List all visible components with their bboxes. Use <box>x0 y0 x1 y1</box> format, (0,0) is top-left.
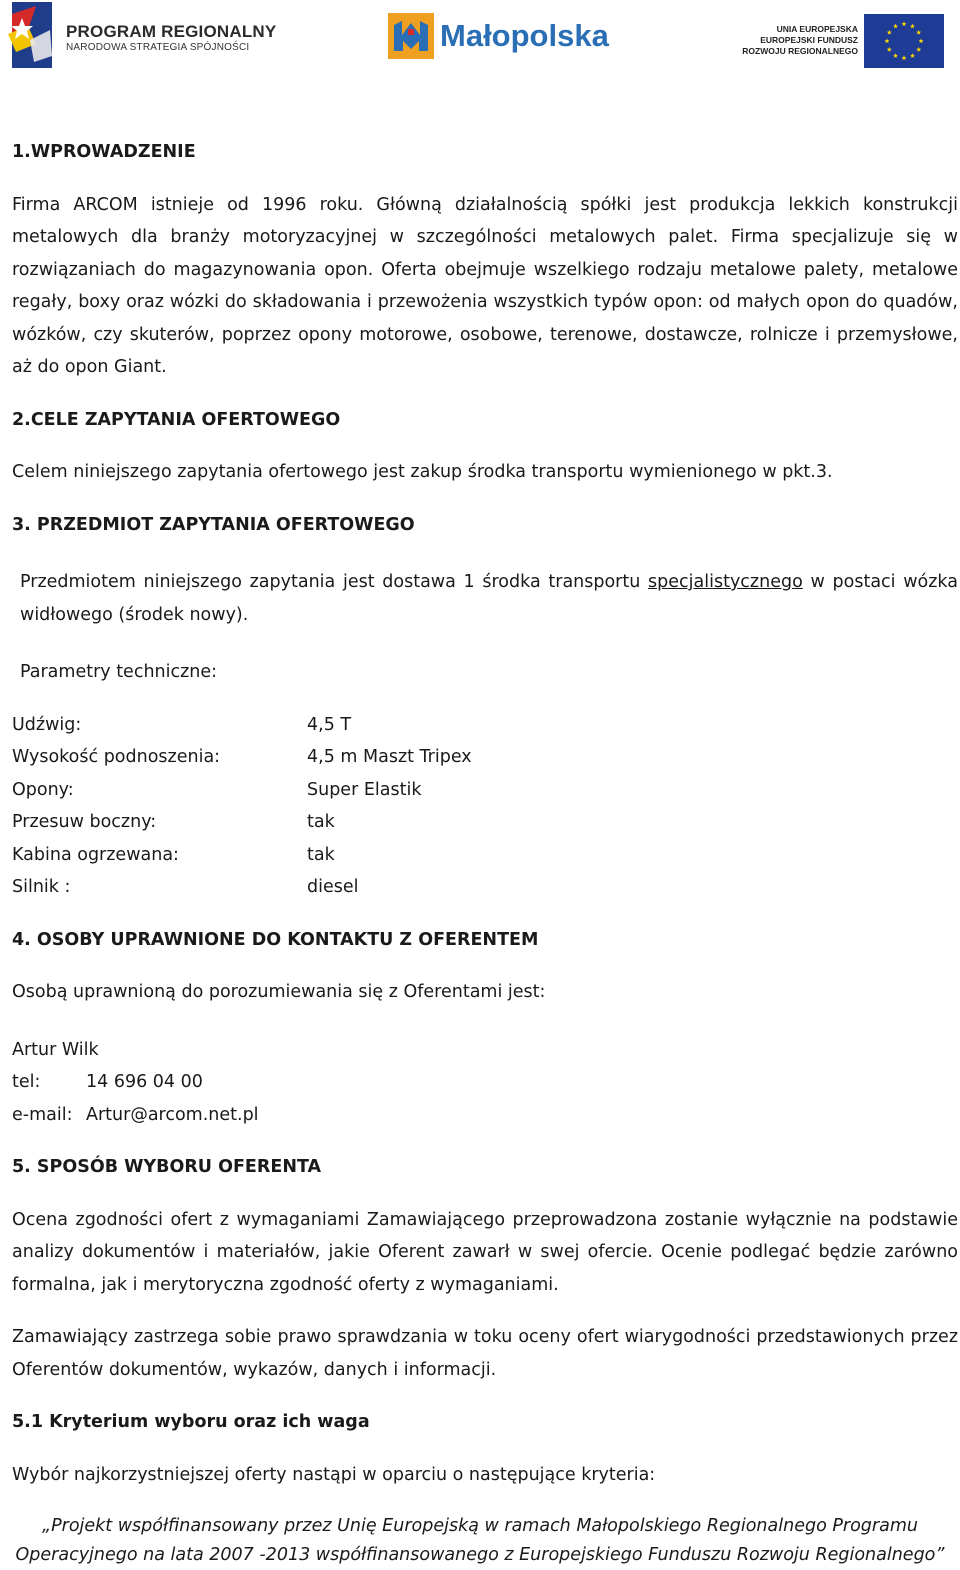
section-5-1-heading: 5.1 Kryterium wyboru oraz ich waga <box>12 1412 370 1432</box>
document-body <box>12 136 958 1491</box>
contact-email <box>12 1099 958 1132</box>
section-3-text <box>12 566 958 631</box>
section-3-heading: 3. PRZEDMIOT ZAPYTANIA OFERTOWEGO <box>12 514 415 535</box>
contact-name: Artur Wilk <box>12 1039 99 1060</box>
email-label: e-mail: <box>12 1104 73 1125</box>
section-5-text-1: Ocena zgodności ofert z wymaganiami Zamawiającego przeprowadzona zostanie wyłącznie na podstawie analizy dokumentów i materiałów, jakie Oferent zawarł w swej ofercie. Ocenie podlegać będzie zarówno formalna, jak i merytoryczna zgodność oferty z wymaganiami. <box>12 1209 958 1295</box>
section-2-heading: 2.CELE ZAPYTANIA OFERTOWEGO <box>12 409 341 430</box>
param-value: 4,5 T <box>307 714 352 735</box>
section-3-text-end: w postaci wózka widłowego (środek nowy). <box>20 572 958 625</box>
section-4-heading: 4. OSOBY UPRAWNIONE DO KONTAKTU Z OFERENTEM <box>12 929 539 950</box>
eu-line-1: UNIA EUROPEJSKA <box>776 24 858 34</box>
param-value: tak <box>307 812 335 832</box>
section-5-1-text: Wybór najkorzystniejszej oferty nastąpi w oparciu o następujące kryteria: <box>12 1464 656 1485</box>
param-name: Udźwig: <box>12 714 82 735</box>
phone-value: 14 696 04 00 <box>86 1072 203 1092</box>
eu-logo <box>740 14 946 68</box>
section-3-text-underlined: specjalistycznego <box>648 572 803 592</box>
section-4-text: Osobą uprawnioną do porozumiewania się z Oferentami jest: <box>12 982 546 1002</box>
eu-line-3: ROZWOJU REGIONALNEGO <box>742 46 858 56</box>
email-value: Artur@arcom.net.pl <box>86 1104 259 1125</box>
region-name: Małopolska <box>440 18 609 53</box>
param-value: 4,5 m Maszt Tripex <box>307 747 472 767</box>
program-regionalny-emblem-icon <box>6 0 58 70</box>
params-table <box>12 709 958 904</box>
program-title: PROGRAM REGIONALNY <box>66 22 277 41</box>
param-name: Opony: <box>12 779 74 800</box>
param-name: Kabina ogrzewana: <box>12 844 179 865</box>
eu-line-2: EUROPEJSKI FUNDUSZ <box>760 35 858 45</box>
params-label: Parametry techniczne: <box>20 662 218 682</box>
phone-label: tel: <box>12 1072 41 1092</box>
param-name: Przesuw boczny: <box>12 812 157 832</box>
section-3-text-start: Przedmiotem niniejszego zapytania jest dostawa 1 środka transportu <box>20 572 649 592</box>
page-header <box>0 0 960 80</box>
program-subtitle: NARODOWA STRATEGIA SPÓJNOŚCI <box>66 42 250 53</box>
section-5-text-2: Zamawiający zastrzega sobie prawo sprawdzania w toku oceny ofert wiarygodności przedstawionych przez Oferentów dokumentów, wykazów, danych i informacji. <box>12 1327 958 1380</box>
section-2-text: Celem niniejszego zapytania ofertowego jest zakup środka transportu wymienionego w pkt.3. <box>12 462 833 482</box>
malopolska-emblem-icon <box>388 13 434 59</box>
program-regionalny-logo <box>6 0 276 72</box>
param-name: Wysokość podnoszenia: <box>12 747 221 767</box>
param-value: Super Elastik <box>307 779 422 800</box>
contact-phone <box>12 1066 958 1099</box>
section-1-heading: 1.WPROWADZENIE <box>12 142 196 162</box>
footer-line-2: Operacyjnego na lata 2007 -2013 współfinansowanego z Europejskiego Funduszu Rozwoju Regionalnego” <box>15 1545 945 1565</box>
eu-flag-icon <box>864 14 944 68</box>
section-5-heading: 5. SPOSÓB WYBORU OFERENTA <box>12 1157 322 1177</box>
page-footer <box>0 1512 960 1570</box>
param-value: diesel <box>307 877 359 897</box>
malopolska-logo <box>388 13 618 59</box>
footer-line-1: „Projekt współfinansowany przez Unię Europejską w ramach Małopolskiego Regionalnego Programu <box>42 1516 918 1536</box>
section-1-text: Firma ARCOM istnieje od 1996 roku. Główną działalnością spółki jest produkcja lekkich konstrukcji metalowych dla branży motoryzacyjnej w szczególności metalowych palet. Firma specjalizuje się w rozwiązaniach do magazynowania opon. Oferta obejmuje wszelkiego rodzaju metalowe palety, metalowe regały, boxy oraz wózki do składowania i przewożenia wszystkich typów opon: od małych opon do quadów, wózków, czy skuterów, poprzez opony motorowe, osobowe, terenowe, dostawcze, rolnicze i przemysłowe, aż do opon Giant. <box>12 194 958 377</box>
param-name: Silnik : <box>12 877 71 897</box>
param-value: tak <box>307 844 335 865</box>
